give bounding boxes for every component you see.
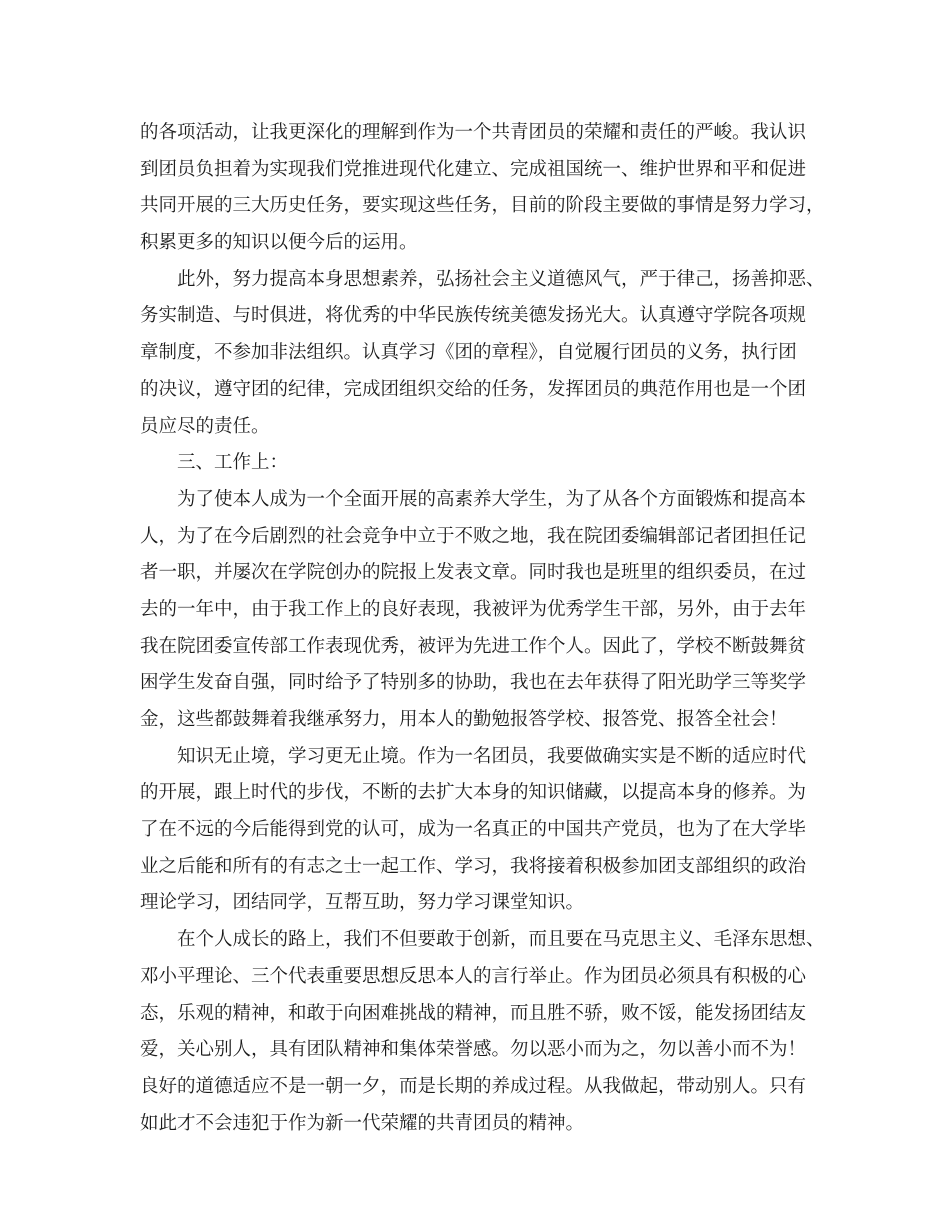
paragraph-line: 爱，关心别人，具有团队精神和集体荣誉感。勿以恶小而为之，勿以善小而不为！ — [140, 1039, 807, 1061]
paragraph-2 — [140, 262, 825, 445]
paragraph-line: 金，这些都鼓舞着我继承努力，用本人的勤勉报答学校、报答党、报答全社会！ — [140, 709, 788, 730]
paragraph-line: 去的一年中，由于我工作上的良好表现，我被评为优秀学生干部，另外，由于去年 — [140, 598, 807, 620]
paragraph-line: 共同开展的三大历史任务，要实现这些任务，目前的阶段主要做的事情是努力学习， — [140, 195, 825, 217]
section-heading — [140, 445, 820, 482]
paragraph-line: 此外，努力提高本身思想素养，弘扬社会主义道德风气，严于律己，扬善抑恶、 — [177, 268, 825, 290]
paragraph-line: 章制度，不参加非法组织。认真学习《团的章程》，自觉履行团员的义务，执行团 — [140, 342, 797, 364]
paragraph-line: 知识无止境，学习更无止境。作为一名团员，我要做确实实是不断的适应时代 — [177, 745, 807, 767]
paragraph-line: 我在院团委宣传部工作表现优秀，被评为先进工作个人。因此了，学校不断鼓舞贫 — [140, 635, 807, 657]
paragraph-line: 者一职，并屡次在学院创办的院报上发表文章。同时我也是班里的组织委员，在过 — [140, 562, 807, 584]
paragraph-line: 人，为了在今后剧烈的社会竞争中立于不败之地，我在院团委编辑部记者团担任记 — [140, 525, 807, 547]
paragraph-line: 为了使本人成为一个全面开展的高素养大学生，为了从各个方面锻炼和提高本 — [177, 488, 807, 510]
paragraph-4 — [140, 482, 820, 739]
paragraph-line: 务实制造、与时俱进，将优秀的中华民族传统美德发扬光大。认真遵守学院各项规 — [140, 305, 807, 327]
paragraph-line: 的各项活动，让我更深化的理解到作为一个共青团员的荣耀和责任的严峻。我认识 — [140, 122, 807, 143]
paragraph-line: 业之后能和所有的有志之士一起工作、学习，我将接着积极参加团支部组织的政治 — [140, 855, 807, 877]
paragraph-5 — [140, 739, 820, 922]
paragraph-line: 如此才不会违犯于作为新一代荣耀的共青团员的精神。 — [140, 1112, 585, 1134]
paragraph-line: 的开展，跟上时代的步伐，不断的去扩大本身的知识储藏，以提高本身的修养。为 — [140, 782, 807, 804]
paragraph-line: 积累更多的知识以便今后的运用。 — [140, 232, 418, 254]
paragraph-line: 态，乐观的精神，和敢于向困难挑战的精神，而且胜不骄，败不馁，能发扬团结友 — [140, 1002, 807, 1024]
paragraph-line: 了在不远的今后能得到党的认可，成为一名真正的中国共产党员，也为了在大学毕 — [140, 819, 807, 841]
paragraph-line: 困学生发奋自强，同时给予了特别多的协助，我也在去年获得了阳光助学三等奖学 — [140, 672, 807, 694]
paragraph-6 — [140, 922, 825, 1142]
paragraph-line: 邓小平理论、三个代表重要思想反思本人的言行举止。作为团员必须具有积极的心 — [140, 965, 807, 987]
paragraph-line: 到团员负担着为实现我们党推进现代化建立、完成祖国统一、维护世界和平和促进 — [140, 158, 807, 180]
section-heading-text: 三、工作上： — [177, 452, 289, 474]
document-body — [140, 115, 825, 1142]
paragraph-line: 员应尽的责任。 — [140, 415, 270, 437]
paragraph-1 — [140, 115, 825, 262]
paragraph-line: 良好的道德适应不是一朝一夕，而是长期的养成过程。从我做起，带动别人。只有 — [140, 1075, 807, 1097]
paragraph-line: 在个人成长的路上，我们不但要敢于创新，而且要在马克思主义、毛泽东思想、 — [177, 929, 825, 951]
paragraph-line: 理论学习，团结同学，互帮互助，努力学习课堂知识。 — [140, 892, 585, 914]
paragraph-line: 的决议，遵守团的纪律，完成团组织交给的任务，发挥团员的典范作用也是一个团 — [140, 378, 807, 400]
